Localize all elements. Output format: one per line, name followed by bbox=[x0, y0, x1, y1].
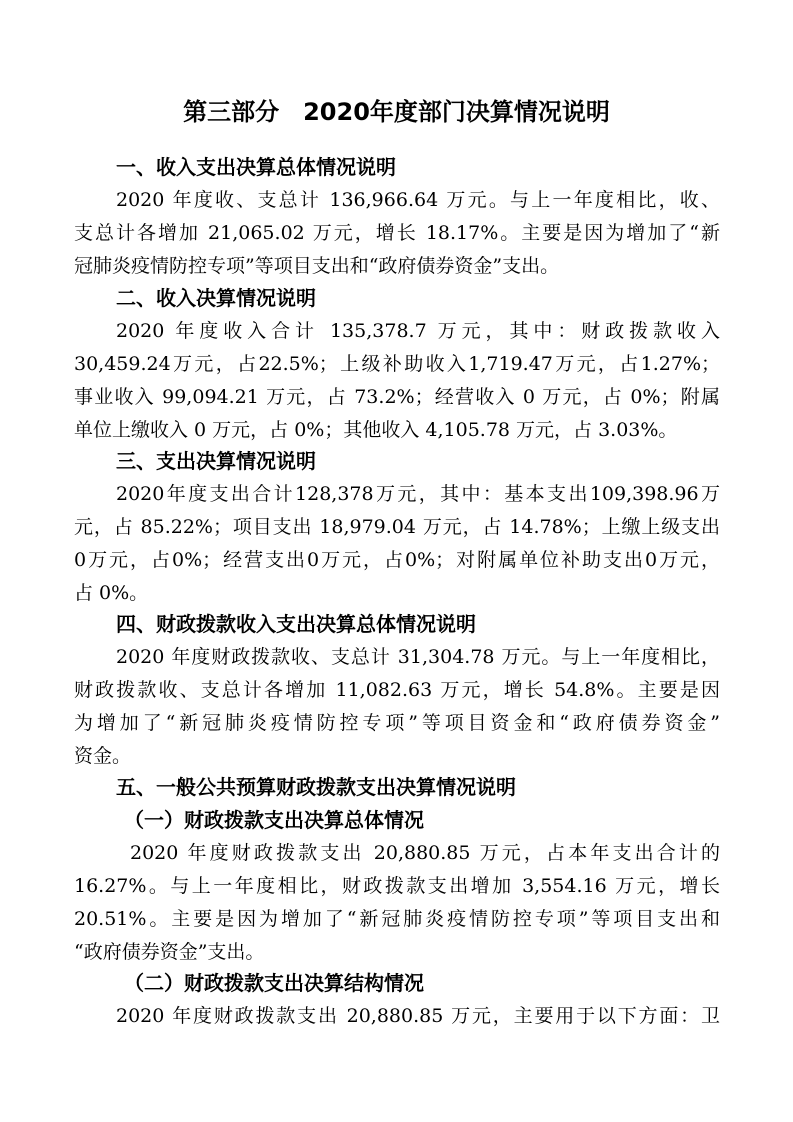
paragraph-line: 资金。 bbox=[74, 745, 132, 767]
paragraph-line: 2020 年度财政拨款支出 20,880.85 万元，占本年支出合计的 bbox=[130, 842, 720, 864]
paragraph-line: 0万元，占0%；经营支出0万元，占0%；对附属单位补助支出0万元， bbox=[74, 549, 720, 571]
paragraph-line: 事业收入 99,094.21 万元，占 73.2%；经营收入 0 万元，占 0%；附属 bbox=[74, 386, 720, 408]
section-heading-5: 五、一般公共预算财政拨款支出决算情况说明 bbox=[116, 775, 516, 799]
paragraph-line: 为增加了“新冠肺炎疫情防控专项”等项目资金和“政府债券资金” bbox=[74, 712, 720, 734]
paragraph-line: 财政拨款收、支总计各增加 11,082.63 万元，增长 54.8%。主要是因 bbox=[74, 679, 720, 701]
paragraph-line: 支总计各增加 21,065.02 万元，增长 18.17%。主要是因为增加了“新 bbox=[74, 222, 720, 244]
paragraph-line: 2020年度支出合计128,378万元，其中：基本支出109,398.96万 bbox=[116, 483, 720, 505]
section-heading-3: 三、支出决算情况说明 bbox=[116, 449, 316, 473]
paragraph-line: “政府债券资金”支出。 bbox=[74, 941, 265, 963]
section-heading-1: 一、收入支出决算总体情况说明 bbox=[116, 155, 396, 179]
paragraph-line: 2020 年度收入合计 135,378.7 万元，其中：财政拨款收入 bbox=[116, 320, 720, 342]
section-heading-2: 二、收入决算情况说明 bbox=[116, 286, 316, 310]
page-title bbox=[0, 96, 793, 128]
section-heading-4: 四、财政拨款收入支出决算总体情况说明 bbox=[116, 612, 476, 636]
paragraph-line: 占 0%。 bbox=[74, 582, 149, 604]
paragraph-line: 2020 年度财政拨款收、支总计 31,304.78 万元。与上一年度相比， bbox=[116, 646, 720, 668]
paragraph-line: 元，占 85.22%；项目支出 18,979.04 万元，占 14.78%；上缴上级支出 bbox=[74, 516, 720, 538]
subsection-heading-1: （一）财政拨款支出决算总体情况 bbox=[124, 808, 424, 832]
paragraph-line: 30,459.24万元，占22.5%；上级补助收入1,719.47万元，占1.27%； bbox=[74, 353, 720, 375]
subsection-heading-2: （二）财政拨款支出决算结构情况 bbox=[124, 971, 424, 995]
paragraph-line: 单位上缴收入 0 万元，占 0%；其他收入 4,105.78 万元，占 3.03%。 bbox=[74, 419, 678, 441]
paragraph-line: 16.27%。与上一年度相比，财政拨款支出增加 3,554.16 万元，增长 bbox=[74, 875, 720, 897]
paragraph-line: 20.51%。主要是因为增加了“新冠肺炎疫情防控专项”等项目支出和 bbox=[74, 908, 720, 930]
paragraph-line: 冠肺炎疫情防控专项”等项目支出和“政府债券资金”支出。 bbox=[74, 255, 560, 277]
title-part: 第三部分 bbox=[183, 98, 280, 126]
paragraph-line: 2020 年度收、支总计 136,966.64 万元。与上一年度相比，收、 bbox=[116, 189, 720, 211]
title-text: 2020年度部门决算情况说明 bbox=[303, 98, 610, 126]
paragraph-line: 2020 年度财政拨款支出 20,880.85 万元，主要用于以下方面：卫 bbox=[116, 1005, 720, 1027]
